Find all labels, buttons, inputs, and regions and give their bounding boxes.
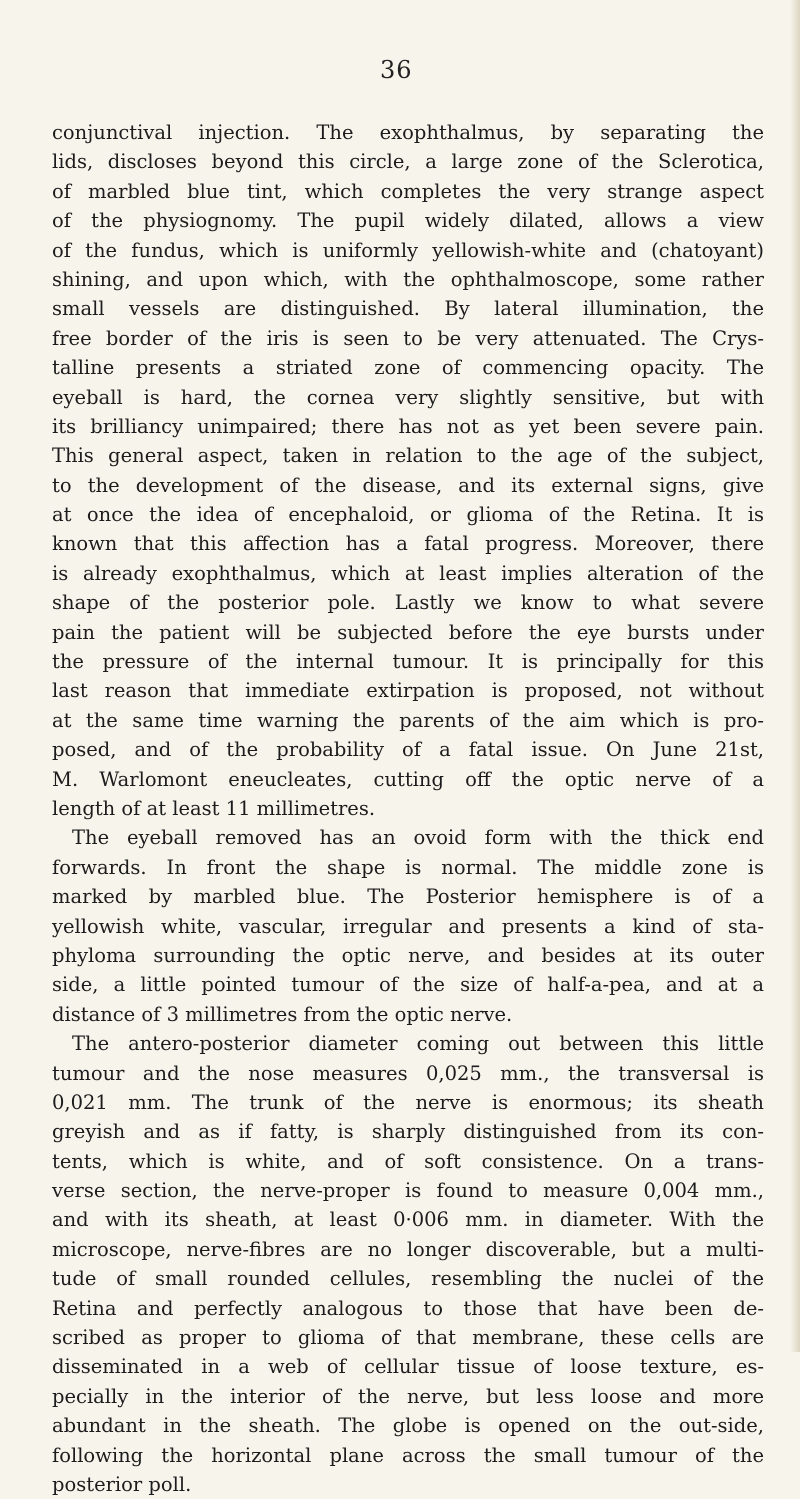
text-line: yellowish white, vascular, irregular and presents a kind of sta- (52, 914, 764, 938)
text-line: forwards. In front the shape is normal. The middle zone is (52, 855, 764, 879)
text-line: The antero-posterior diameter coming out between this little (72, 1032, 764, 1056)
text-line: pain the patient will be subjected before the eye bursts under (52, 620, 764, 644)
text-line: tumour and the nose measures 0,025 mm., the transversal is (52, 1061, 764, 1085)
text-line: to the development of the disease, and its external signs, give (52, 473, 764, 497)
text-line: free border of the iris is seen to be very attenuated. The Crys- (52, 326, 764, 350)
text-line: verse section, the nerve-proper is found to measure 0,004 mm., (52, 1179, 764, 1203)
text-line: 0,021 mm. The trunk of the nerve is enormous; its sheath (52, 1090, 764, 1114)
text-line: posterior poll. (52, 1472, 192, 1496)
text-line: posed, and of the probability of a fatal issue. On June 21st, (52, 738, 764, 762)
text-line: at once the idea of encephaloid, or glioma of the Retina. It is (52, 503, 764, 527)
text-line: scribed as proper to glioma of that membrane, these cells are (52, 1326, 764, 1350)
text-line: greyish and as if fatty, is sharply distinguished from its con- (52, 1120, 764, 1144)
text-line: M. Warlomont eneucleates, cutting off the optic nerve of a (52, 767, 764, 791)
text-line: abundant in the sheath. The globe is opened on the out-side, (52, 1414, 764, 1438)
text-line: phyloma surrounding the optic nerve, and besides at its outer (52, 943, 764, 967)
text-line: talline presents a striated zone of commencing opacity. The (52, 356, 764, 380)
text-line: lids, discloses beyond this circle, a large zone of the Sclerotica, (52, 150, 764, 174)
text-line: microscope, nerve-fibres are no longer discoverable, but a multi- (52, 1237, 764, 1261)
text-line: conjunctival injection. The exophthalmus, by separating the (52, 121, 764, 144)
text-line: length of at least 11 millimetres. (52, 796, 376, 820)
text-line: is already exophthalmus, which at least implies alteration of the (52, 561, 764, 585)
text-line: and with its sheath, at least 0·006 mm. in diameter. With the (52, 1208, 764, 1232)
text-line: tude of small rounded cellules, resembling the nuclei of the (52, 1267, 764, 1291)
text-line: last reason that immediate extirpation is proposed, not without (52, 679, 764, 703)
text-line: its brilliancy unimpaired; there has not as yet been severe pain. (52, 414, 764, 438)
text-line: Retina and perfectly analogous to those that have been de- (52, 1296, 764, 1320)
text-line: following the horizontal plane across the small tumour of the (52, 1443, 764, 1467)
text-line: the pressure of the internal tumour. It is principally for this (52, 650, 764, 674)
text-line: of the fundus, which is uniformly yellowish-white and (chatoyant) (52, 238, 764, 262)
text-line: marked by marbled blue. The Posterior hemisphere is of a (52, 885, 764, 909)
text-line: shape of the posterior pole. Lastly we know to what severe (52, 591, 764, 615)
page-edge-shadow (790, 0, 800, 1352)
text-line: of the physiognomy. The pupil widely dilated, allows a view (52, 209, 764, 233)
text-line: eyeball is hard, the cornea very slightly sensitive, but with (52, 385, 764, 409)
text-line: shining, and upon which, with the ophthalmoscope, some rather (52, 267, 764, 291)
text-line: distance of 3 millimetres from the optic nerve. (52, 1002, 513, 1026)
text-line: known that this affection has a fatal progress. Moreover, there (52, 532, 764, 556)
page-number: 36 (380, 56, 413, 84)
text-line: small vessels are distinguished. By lateral illumination, the (52, 297, 764, 321)
text-line: This general aspect, taken in relation to the age of the subject, (52, 444, 764, 468)
text-line: at the same time warning the parents of the aim which is pro- (52, 708, 764, 732)
text-line: pecially in the interior of the nerve, but less loose and more (52, 1384, 764, 1408)
text-line: disseminated in a web of cellular tissue of loose texture, es- (52, 1355, 764, 1379)
text-line: side, a little pointed tumour of the size of half-a-pea, and at a (52, 973, 764, 997)
body-text (52, 118, 764, 1499)
text-line: tents, which is white, and of soft consistence. On a trans- (52, 1149, 764, 1173)
text-line: The eyeball removed has an ovoid form with the thick end (72, 826, 764, 850)
text-line: of marbled blue tint, which completes the very strange aspect (52, 179, 764, 203)
